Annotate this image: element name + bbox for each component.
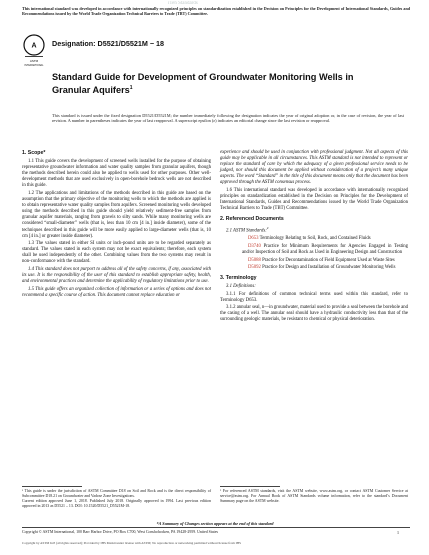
- reference-item[interactable]: D5092 Practice for Design and Installation of Groundwater Monitoring Wells: [248, 265, 396, 271]
- logo-text: ASTM: [29, 59, 39, 63]
- svg-text:A: A: [31, 42, 37, 50]
- section-heading-terminology: 3. Terminology: [220, 275, 257, 282]
- reference-code: D3740: [248, 243, 261, 249]
- reference-code: D5092: [248, 265, 261, 271]
- reference-code: D653: [248, 236, 259, 242]
- footnote-1-edition: Current edition approved June 1, 2018. Published July 2018. Originally approved in 1994. Last previous edition approved in 2013 as D5521 – 13. DOI: 10.1520/D5521_D5521M-18.: [22, 498, 211, 508]
- bottom-divider: [22, 527, 410, 528]
- watermark: iTeh Standards: [168, 1, 198, 6]
- paragraph-1-2: 1.2 The applications and limitations of the methods described in this guide are based on the assumption that the primary objective of the monitoring wells to which the methods are applied is to obtain representative water quality samples from aquifers. Screened monitoring wells developed using the methods described in this guide should yield relatively sediment-free samples from granular aquifer materials, ranging from gravels to silty sands. While many monitoring wells are considered “small-diameter” wells (that is, less than 10 cm [4 in.] inside diameter), some of the techniques described in this guide will be more easily applied to large-diameter wells (that is, 10 cm [4 in.] or greater inside diameter).: [22, 190, 211, 239]
- astm-international-logo: [22, 34, 46, 68]
- paragraph-continued: experience and should be used in conjunction with professional judgment. Not all aspects of this guide may be applicable in all circumstances. This ASTM standard is not intended to represent or replace the standard of care by which the adequacy of a given professional service needs to be judged, nor should this document be applied without consideration of a project’s many unique aspects. The word “Standard” in the title of this document means only that the document has been approved through the ASTM consensus process.: [220, 150, 408, 186]
- title-text: Standard Guide for Development of Groundwater Monitoring Wells in Granular Aquifers: [52, 72, 354, 95]
- reference-code: D5088: [248, 257, 261, 263]
- footnotes-left: [22, 489, 211, 509]
- top-notice: This international standard was developed in accordance with internationally recognized principles on standardization established in the Decision on Principles for the Development of International Standards, Guides and Recommendations issued by the World Trade Organization Technical Barriers to Trade (TBT) Committee.: [22, 6, 410, 17]
- page-number: 1: [397, 530, 399, 535]
- footnote-2: ² For referenced ASTM standards, visit the ASTM website, www.astm.org, or contact ASTM Customer Service at service@astm.org. For Annual Book of ASTM Standards volume information, refer to the standard’s Document Summary page on the ASTM website.: [220, 489, 408, 503]
- paragraph-1-1: 1.1 This guide covers the development of screened wells installed for the purpose of obtaining representative groundwater information and water quality samples from granular aquifers, though the methods described herein could also be applied to wells used for other purposes. Other well-development methods that are used exclusively in open-borehole bedrock wells are not described in this guide.: [22, 159, 211, 189]
- reference-item[interactable]: D5088 Practice for Decontamination of Field Equipment Used at Waste Sites: [248, 257, 395, 263]
- paragraph-3-1: 3.1 Definitions:: [226, 284, 256, 290]
- paragraph-3-1-2: 3.1.2 annular seal, n—in groundwater, material used to provide a seal between the borehole and the casing of a well. The annular seal should have a hydraulic conductivity less than that of the surrounding geologic materials, be resistant to chemical or physical deterioration.: [220, 305, 408, 323]
- section-heading-referenced-documents: 2. Referenced Documents: [220, 216, 284, 223]
- copyright-line: Copyright © ASTM International, 100 Barr Harbor Drive, PO Box C700, West Conshohocken, PA 19428-2959. United States: [22, 530, 218, 534]
- paragraph-1-4: 1.4 This standard does not purport to address all of the safety concerns, if any, associated with its use. It is the responsibility of the user of this standard to establish appropriate safety, health, and environmental practices and determine the applicability of regulatory limitations prior to use.: [22, 266, 211, 285]
- left-column: [22, 150, 211, 300]
- reference-item[interactable]: D3740 Practice for Minimum Requirements for Agencies Engaged in Testing and/or Inspection of Soil and Rock as Used in Engineering Design and Construction: [242, 243, 409, 256]
- document-title: [52, 72, 382, 95]
- paragraph-1-5: 1.5 This guide offers an organized collection of information or a series of options and does not recommend a specific course of action. This document cannot replace education or: [22, 286, 211, 298]
- paragraph-3-1-1: 3.1.1 For definitions of common technical terms used within this standard, refer to Terminology D653.: [220, 291, 408, 303]
- footnote-divider-left: [22, 486, 82, 487]
- reference-list: [220, 236, 408, 271]
- svg-text:INTERNATIONAL: INTERNATIONAL: [24, 64, 44, 67]
- paragraph-1-3: 1.3 The values stated in either SI units or inch-pound units are to be regarded separately as standard. The values stated in each system may not be exact equivalents; therefore, each system shall be used independently of the other. Combining values from the two systems may result in non-conformance with the standard.: [22, 241, 211, 265]
- designation: Designation: D5521/D5521M − 18: [52, 39, 165, 48]
- reference-item[interactable]: D653 Terminology Relating to Soil, Rock, and Contained Fluids: [248, 236, 371, 242]
- standard-issue-note: This standard is issued under the fixed designation D5521/D5521M; the number immediately following the designation indicates the year of original adoption or, in the case of revision, the year of last revision. A number in parentheses indicates the year of last reapproval. A superscript epsilon (ε) indicates an editorial change since the last revision or reapproval.: [52, 113, 404, 124]
- paragraph-2-1: 2.1 ASTM Standards:$^2$: [226, 226, 269, 234]
- summary-of-changes-note: *A Summary of Changes section appears at the end of this standard: [156, 521, 274, 526]
- right-column: [220, 150, 408, 325]
- title-footnote-mark: 1: [129, 84, 133, 91]
- paragraph-1-6: 1.6 This international standard was developed in accordance with internationally recognized principles on standardization established in the Decision on Principles for the Development of International Standards, Guides and Recommendations issued by the World Trade Organization Technical Barriers to Trade (TBT) Committee.: [220, 187, 408, 212]
- footnote-1: ¹ This guide is under the jurisdiction of ASTM Committee D18 on Soil and Rock and is the direct responsibility of Subcommittee D18.21 on Groundwater and Vadose Zone Investigations.: [22, 489, 211, 498]
- section-heading-scope: 1. Scope*: [22, 150, 46, 156]
- footnote-divider-right: [220, 486, 280, 487]
- license-notice: Copyright by ASTM Int'l (all rights reserved); Provided by IHS Markit under license with ASTM; No reproduction or networking permitted without license from IHS: [22, 541, 241, 545]
- footnotes-right: [220, 489, 408, 504]
